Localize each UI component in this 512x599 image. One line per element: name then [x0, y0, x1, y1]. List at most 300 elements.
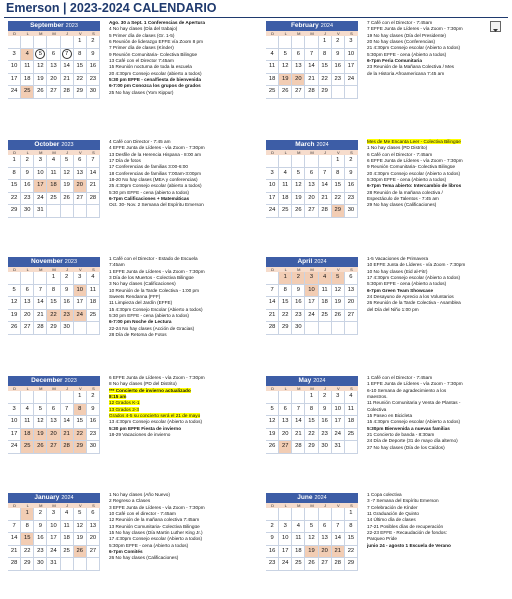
- day-number: 1: [51, 274, 56, 280]
- event-text: 17 4:30pm Consejo escolar (Abierto a todos): [367, 275, 461, 281]
- day-cell: [34, 310, 47, 323]
- day-number: 1: [283, 274, 287, 280]
- event-text: 7 Celebración de Kínder: [367, 504, 418, 510]
- event-text: 6 EFFE Junta de Líderes - vía Zoom - 7:30pm: [367, 158, 463, 164]
- day-cell: [305, 521, 318, 534]
- day-cell: [292, 155, 305, 168]
- month-year: 2024: [316, 142, 329, 148]
- day-cell: [34, 558, 47, 571]
- day-number: 10: [10, 418, 18, 424]
- event-text: junio 24 - agosto 1 Escuela de Verano: [367, 542, 451, 548]
- day-cell: [345, 404, 358, 417]
- event-text: 6 Reunión de liderazgo EFFE vía Zoom 8 pm: [109, 39, 204, 45]
- day-number: 10: [76, 286, 83, 293]
- day-cell: [345, 36, 358, 49]
- day-cell: [61, 546, 74, 559]
- event-text: 28 Día de Retoma de Fotos: [109, 332, 167, 338]
- day-number: 26: [295, 207, 302, 213]
- day-header: M: [34, 267, 47, 272]
- day-cell: [332, 180, 345, 193]
- day-cell: [319, 508, 332, 521]
- day-cell: [332, 441, 345, 454]
- day-number: 20: [295, 75, 302, 82]
- day-number: 14: [63, 418, 70, 424]
- event-text: 5:30 pm EFFE - cena (abierto a todos): [109, 189, 189, 195]
- month-name: January: [34, 494, 60, 501]
- day-number: 25: [23, 443, 31, 449]
- day-cell: [279, 429, 292, 442]
- day-cell: [279, 322, 292, 335]
- day-cell: [61, 86, 74, 99]
- day-number: 31: [37, 207, 44, 213]
- event-text: 5 Primer día de clases (Gr. 1-5): [109, 32, 175, 38]
- day-cell: [34, 521, 47, 534]
- day-number: 25: [89, 311, 97, 318]
- mini-calendar: [8, 376, 100, 454]
- day-cell: [266, 310, 279, 323]
- event-list: [367, 256, 509, 313]
- event-text: 15 Paseo en Bicicleta: [367, 413, 413, 419]
- day-cell: [279, 74, 292, 87]
- day-cell: [47, 49, 60, 62]
- day-cell: [47, 429, 60, 442]
- day-cell: [345, 546, 358, 559]
- event-text: 21 4:30pm Consejo escolar (Abierto a todos): [367, 45, 461, 51]
- event-line: [367, 445, 509, 451]
- day-cell: [345, 558, 358, 571]
- day-cell: [34, 205, 47, 218]
- day-number: 4: [296, 522, 300, 529]
- day-number: 19: [63, 182, 70, 188]
- day-cell: [74, 310, 87, 323]
- event-text: 29 No hay clases (Calificaciones): [367, 202, 437, 208]
- day-number: 26: [308, 560, 315, 566]
- day-number: 22: [50, 311, 57, 318]
- event-text: Oct. 30- Nov. 2 Semana del Espíritu Emerson: [109, 202, 204, 208]
- day-cell: [87, 168, 100, 181]
- day-number: 5: [270, 405, 274, 412]
- day-grid: [8, 391, 100, 454]
- day-cell: [266, 391, 279, 404]
- day-cell: [305, 546, 318, 559]
- day-number: 25: [281, 207, 289, 213]
- day-cell: [8, 441, 21, 454]
- day-number: 4: [65, 510, 69, 516]
- day-number: 18: [268, 75, 276, 82]
- day-cell: [332, 310, 345, 323]
- day-cell: [319, 521, 332, 534]
- day-cell: [292, 49, 305, 62]
- event-text: 5:30pm EFFE - cena (Abierto a todos): [367, 177, 447, 183]
- day-number: 5: [309, 522, 314, 529]
- day-number: 7: [12, 522, 16, 529]
- day-cell: [305, 416, 318, 429]
- day-number: 12: [10, 299, 18, 305]
- mini-calendar: [8, 257, 100, 335]
- day-cell: [266, 86, 279, 99]
- day-cell: [292, 521, 305, 534]
- day-number: 13: [347, 286, 355, 293]
- day-number: 25: [268, 88, 276, 94]
- day-number: 10: [308, 286, 315, 293]
- day-number: 23: [89, 75, 97, 82]
- day-number: 23: [89, 430, 97, 437]
- day-cell: [61, 310, 74, 323]
- event-text: 15 No hay clases (Día Martin Luther King Jr.): [109, 530, 203, 536]
- day-number: 21: [308, 75, 315, 82]
- day-number: 21: [37, 311, 44, 318]
- day-cell: [345, 86, 358, 99]
- day-number: 26: [63, 194, 70, 201]
- day-number: 13: [321, 535, 328, 541]
- day-number: 13: [308, 182, 315, 188]
- day-cell: [21, 285, 34, 298]
- day-header: L: [21, 503, 34, 508]
- event-text: 15 4:30pm Consejo Escolar (Abierto a todos): [109, 306, 203, 312]
- day-cell: [61, 322, 74, 335]
- event-text: 6 EFFE Junta de Líderes - vía Zoom - 7:30pm: [109, 375, 205, 380]
- day-number: 11: [24, 63, 31, 69]
- day-cell: [345, 429, 358, 442]
- event-text: 4 Café con Director - 7:45 am: [109, 139, 171, 144]
- day-number: 22: [76, 75, 83, 82]
- day-cell: [8, 61, 21, 74]
- month-name: October: [34, 141, 60, 148]
- day-cell: [34, 36, 47, 49]
- day-number: 15: [347, 535, 355, 541]
- day-cell: [292, 193, 305, 206]
- day-cell: [305, 441, 318, 454]
- day-cell: [8, 533, 21, 546]
- event-text: 10 No hay clases (Eid al-Fitr): [367, 268, 428, 274]
- day-cell: [47, 272, 60, 285]
- day-number: 5: [283, 50, 287, 57]
- month-name: April: [297, 258, 313, 265]
- day-cell: [21, 297, 34, 310]
- day-cell: [279, 521, 292, 534]
- day-number: 17: [347, 63, 355, 69]
- day-header: V: [74, 267, 87, 272]
- day-cell: [345, 272, 358, 285]
- day-cell: [34, 285, 47, 298]
- day-cell: [266, 404, 279, 417]
- day-grid: [8, 272, 100, 335]
- day-cell: [266, 272, 279, 285]
- day-number: 29: [76, 443, 83, 449]
- month-block-january: [0, 490, 254, 599]
- day-number: 10: [281, 535, 289, 541]
- day-cell: [319, 74, 332, 87]
- day-cell: [319, 297, 332, 310]
- day-number: 29: [281, 324, 289, 330]
- day-cell: [87, 429, 100, 442]
- day-cell: [21, 205, 34, 218]
- day-number: 6: [25, 286, 29, 293]
- day-number: 16: [268, 547, 276, 554]
- day-number: 11: [50, 169, 57, 176]
- day-cell: [332, 322, 345, 335]
- day-number: 12: [334, 286, 341, 293]
- event-text: 23 Reunión de la Mañana Colectiva / Mes: [367, 64, 455, 70]
- day-number: 24: [268, 207, 276, 213]
- day-header: L: [21, 31, 34, 36]
- day-header: M: [292, 150, 305, 155]
- month-header: [266, 257, 358, 267]
- day-grid: [266, 36, 358, 99]
- month-name: June: [297, 494, 313, 501]
- event-text: 13 Reunión Comunitaria- Colectiva Bilingüe: [109, 523, 200, 529]
- day-cell: [34, 168, 47, 181]
- day-cell: [8, 272, 21, 285]
- day-number: 29: [334, 207, 341, 213]
- day-cell: [34, 322, 47, 335]
- day-number: 16: [63, 299, 70, 305]
- day-number: 28: [268, 324, 276, 330]
- day-number: 4: [349, 393, 353, 399]
- day-number: 14: [10, 535, 18, 541]
- day-cell: [34, 180, 47, 193]
- day-cell: [47, 546, 60, 559]
- day-header: J: [319, 503, 332, 508]
- day-cell: [21, 521, 34, 534]
- day-number: 16: [37, 535, 44, 541]
- day-number: 10: [50, 522, 57, 529]
- day-number: 20: [50, 430, 57, 437]
- day-number: 11: [282, 182, 289, 188]
- month-block-may: [258, 373, 512, 488]
- day-cell: [61, 404, 74, 417]
- day-cell: [21, 155, 34, 168]
- day-number: 19: [37, 430, 44, 437]
- day-number: 30: [89, 443, 97, 449]
- day-cell: [266, 285, 279, 298]
- event-text: 13 4:30pm Consejo escolar (Abierto a todos): [109, 419, 203, 425]
- day-cell: [8, 558, 21, 571]
- day-number: 1: [336, 157, 340, 163]
- day-cell: [332, 86, 345, 99]
- day-number: 27: [50, 88, 57, 94]
- day-cell: [345, 508, 358, 521]
- event-text: 8 No hay clases (PD del Distrito): [109, 381, 177, 387]
- event-text: 1 No hay clases (Año Nuevo): [109, 492, 170, 497]
- day-grid: [266, 155, 358, 218]
- event-text: 12 Reunión de la mañana colectiva 7:45am: [109, 517, 200, 523]
- day-number: 9: [296, 286, 300, 293]
- day-number: 8: [51, 286, 56, 293]
- day-cell: [87, 322, 100, 335]
- day-cell: [21, 86, 34, 99]
- day-cell: [319, 49, 332, 62]
- day-grid: [266, 508, 358, 571]
- day-number: 23: [334, 75, 341, 82]
- day-cell: [266, 508, 279, 521]
- day-header: J: [319, 31, 332, 36]
- day-cell: [61, 441, 74, 454]
- day-cell: [21, 533, 34, 546]
- day-cell: [332, 61, 345, 74]
- day-cell: [279, 155, 292, 168]
- day-number: 11: [63, 522, 70, 529]
- day-number: 1: [78, 38, 82, 44]
- day-number: 16: [347, 182, 355, 188]
- day-header: L: [279, 31, 292, 36]
- day-cell: [305, 404, 318, 417]
- day-number: 14: [321, 182, 328, 188]
- day-cell: [34, 272, 47, 285]
- day-number: 18: [295, 547, 302, 554]
- event-text: 17 Día de fotos: [109, 158, 141, 164]
- day-number: 19: [37, 75, 44, 82]
- month-year: 2024: [313, 378, 326, 384]
- event-text: 1-5 Vacaciones de Primavera: [367, 256, 429, 261]
- day-cell: [87, 521, 100, 534]
- event-text: 5:30 pm EFFE - cena/fiesta de bienvenida: [109, 77, 201, 83]
- day-cell: [332, 285, 345, 298]
- event-text: 18-20 No hay clases (MEA y conferencias): [109, 177, 198, 183]
- day-cell: [319, 86, 332, 99]
- event-line: [109, 202, 251, 208]
- day-cell: [8, 74, 21, 87]
- day-cell: [8, 546, 21, 559]
- day-cell: [61, 155, 74, 168]
- day-number: 6: [349, 274, 353, 280]
- day-number: 19: [308, 547, 315, 554]
- day-cell: [74, 193, 87, 206]
- day-cell: [74, 180, 87, 193]
- day-number: 6: [283, 405, 287, 412]
- event-text: 22-23 EFFE - Recaudación de fondos:: [367, 530, 447, 536]
- day-number: 24: [308, 311, 315, 318]
- day-number: 27: [23, 324, 31, 330]
- day-number: 28: [89, 194, 97, 201]
- day-number: 20: [308, 194, 315, 201]
- day-header: S: [345, 503, 358, 508]
- event-text: del Día del Niño 1:00 pm: [367, 306, 419, 312]
- event-line: [367, 307, 509, 313]
- event-list: [109, 256, 251, 338]
- day-number: 20: [347, 299, 355, 305]
- day-header: M: [305, 503, 318, 508]
- day-cell: [61, 285, 74, 298]
- day-number: 22: [347, 547, 355, 554]
- day-cell: [21, 391, 34, 404]
- day-cell: [87, 74, 100, 87]
- day-cell: [61, 61, 74, 74]
- day-cell: [279, 416, 292, 429]
- day-cell: [345, 521, 358, 534]
- event-line: [367, 543, 509, 549]
- day-number: 3: [336, 393, 340, 399]
- event-text: 5:30pm Bienvenida a nuevas familias: [367, 425, 450, 431]
- day-header: M: [34, 503, 47, 508]
- event-list: [109, 20, 251, 96]
- day-cell: [74, 285, 87, 298]
- day-number: 26: [281, 88, 289, 94]
- day-cell: [47, 391, 60, 404]
- day-number: 25: [347, 430, 355, 437]
- event-text: 24 Día de Deporte (31 de mayo día alterno): [367, 438, 458, 444]
- event-text: 5:30pm EFFE - cena (Abierto a todos): [367, 281, 447, 287]
- day-cell: [305, 74, 318, 87]
- day-cell: [266, 168, 279, 181]
- day-cell: [61, 391, 74, 404]
- day-cell: [74, 36, 87, 49]
- day-cell: [61, 168, 74, 181]
- event-text: 6 Café con el Director - 7:45am: [367, 151, 433, 157]
- day-cell: [8, 193, 21, 206]
- day-cell: [21, 61, 34, 74]
- event-text: 6-7pm Green Team Showcase: [367, 287, 434, 293]
- day-header: L: [21, 386, 34, 391]
- day-cell: [61, 533, 74, 546]
- event-text: *** Concierto de invierno actualizado: [109, 387, 191, 393]
- day-number: 17: [281, 547, 289, 554]
- day-cell: [87, 36, 100, 49]
- event-text: 6-7pm Calificaciones + Matemáticas: [109, 196, 190, 202]
- day-cell: [266, 155, 279, 168]
- day-cell: [279, 168, 292, 181]
- event-text: 10 EFFE Junta de Líderes - vía Zoom - 7:30pm: [367, 262, 466, 268]
- day-number: 3: [349, 38, 353, 44]
- event-text: 22-24 No hay clases (Acción de Gracias): [109, 325, 195, 331]
- day-cell: [34, 533, 47, 546]
- day-cell: [74, 205, 87, 218]
- day-number: 2: [25, 157, 29, 163]
- day-cell: [292, 285, 305, 298]
- day-cell: [332, 74, 345, 87]
- day-number: 26: [334, 311, 341, 318]
- day-cell: [8, 508, 21, 521]
- day-number: 25: [63, 547, 70, 554]
- event-text: 10 Reunión de la Tarde Colectiva - 1:00 pm: [109, 287, 200, 293]
- day-cell: [8, 429, 21, 442]
- day-number: 26: [268, 443, 276, 449]
- day-number: 18: [347, 418, 355, 424]
- day-header: J: [61, 31, 74, 36]
- day-cell: [87, 61, 100, 74]
- day-cell: [74, 404, 87, 417]
- day-cell: [266, 205, 279, 218]
- day-cell: [47, 193, 60, 206]
- day-header: M: [47, 503, 60, 508]
- day-cell: [47, 205, 60, 218]
- day-cell: [61, 205, 74, 218]
- day-cell: [305, 558, 318, 571]
- day-number: 3: [78, 274, 82, 280]
- dropdown-button[interactable]: [490, 21, 501, 32]
- day-number: 28: [63, 88, 70, 94]
- day-cell: [305, 429, 318, 442]
- mini-calendar: [8, 140, 100, 218]
- day-number: 1: [78, 393, 82, 399]
- day-number: 9: [25, 169, 29, 176]
- day-cell: [292, 416, 305, 429]
- day-cell: [279, 297, 292, 310]
- day-cell: [292, 205, 305, 218]
- day-cell: [47, 322, 60, 335]
- day-cell: [21, 508, 34, 521]
- event-text: 27 No hay clases (Día de los Caídos): [367, 444, 445, 450]
- day-number: 20: [321, 547, 328, 554]
- event-text: 28 Reunión de la mañana colectiva /: [367, 189, 443, 195]
- day-cell: [74, 61, 87, 74]
- day-cell: [47, 521, 60, 534]
- day-cell: [266, 322, 279, 335]
- day-grid: [8, 508, 100, 571]
- event-text: 26 No hay clases (Calificaciones): [109, 555, 179, 561]
- month-header: [8, 493, 100, 503]
- month-block-april: [258, 254, 512, 369]
